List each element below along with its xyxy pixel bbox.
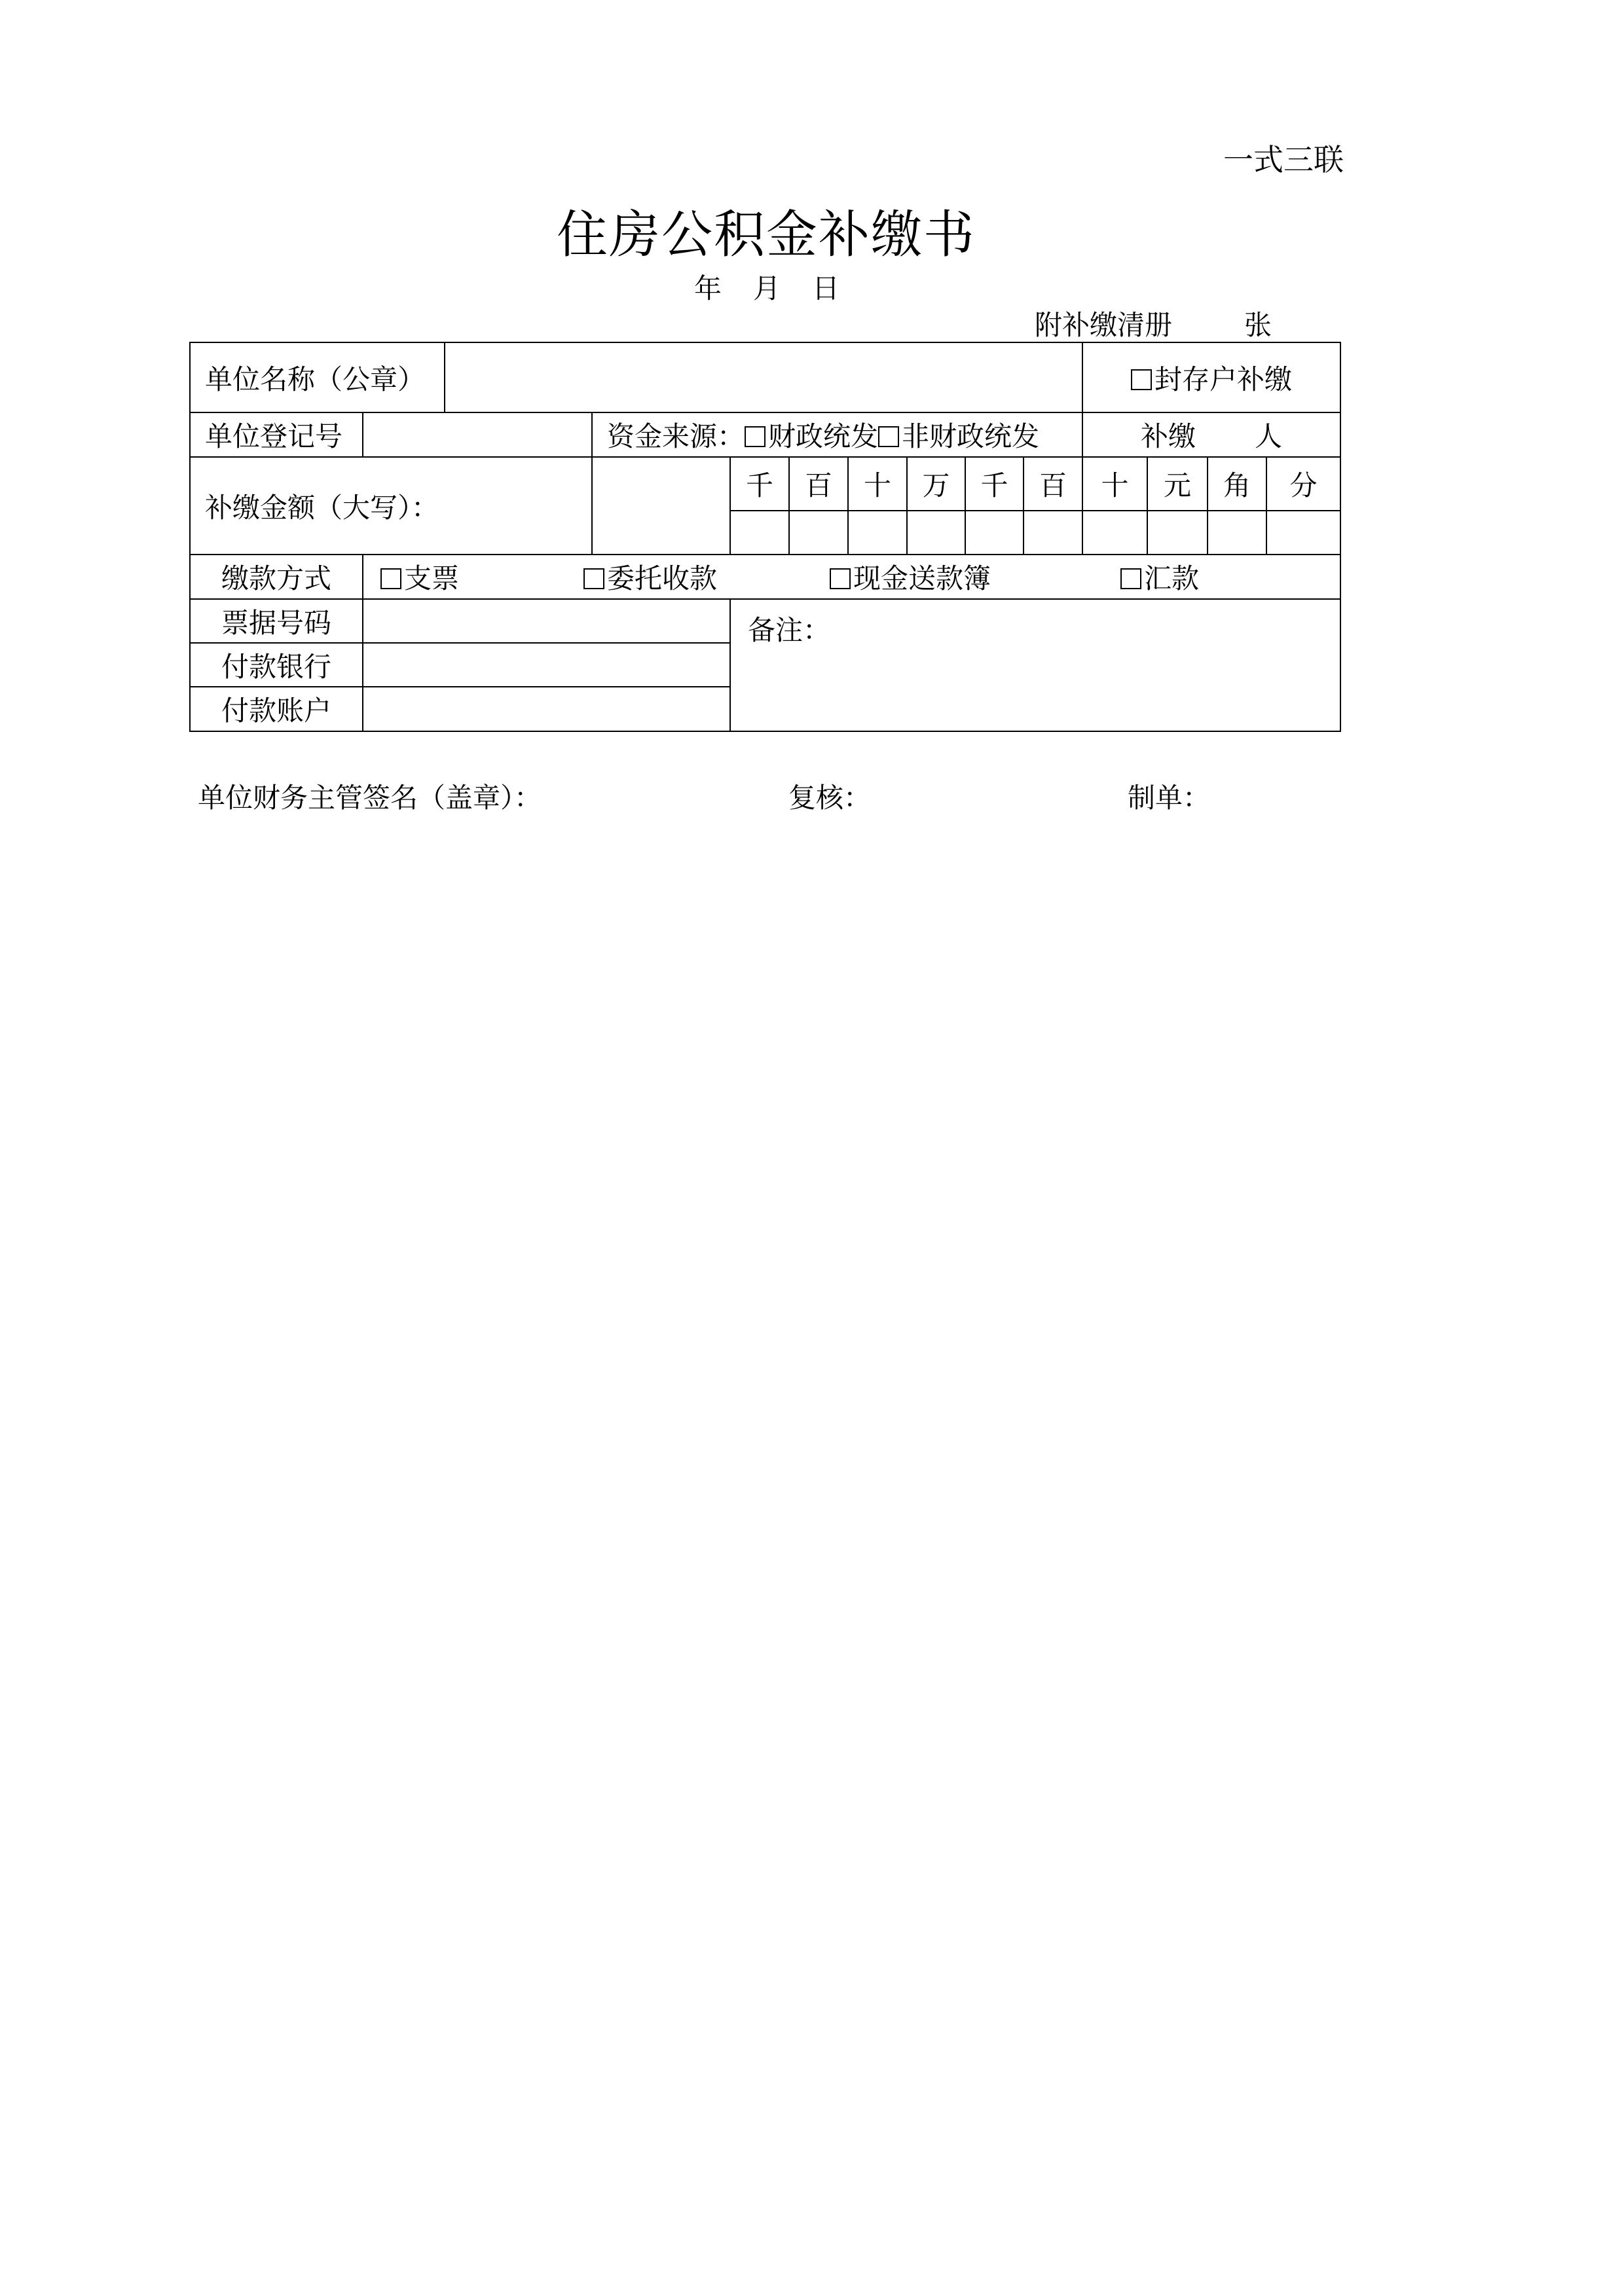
checkbox-icon bbox=[830, 568, 851, 589]
amount-label: 补缴金额（大写）： bbox=[190, 457, 592, 555]
notes-label: 备注： bbox=[748, 614, 831, 646]
checkbox-icon bbox=[878, 426, 899, 447]
amount-words-field[interactable] bbox=[592, 457, 730, 555]
unit-reg-no-field[interactable] bbox=[363, 412, 592, 457]
unit-name-label: 单位名称（公章） bbox=[190, 342, 445, 412]
digit-header: 千 bbox=[730, 457, 789, 511]
fund-source-nonfiscal-checkbox[interactable] bbox=[878, 420, 1039, 452]
checkbox-icon bbox=[1120, 568, 1141, 589]
checkbox-icon bbox=[380, 568, 401, 589]
digit-input[interactable] bbox=[789, 511, 848, 555]
digit-input[interactable] bbox=[965, 511, 1024, 555]
payment-cash-checkbox[interactable] bbox=[830, 557, 1120, 596]
digit-header: 分 bbox=[1266, 457, 1340, 511]
persons-cell[interactable] bbox=[1082, 412, 1340, 457]
payment-collection-label: 委托收款 bbox=[607, 562, 718, 594]
bank-label: 付款银行 bbox=[190, 643, 363, 687]
checkbox-icon bbox=[745, 426, 766, 447]
supervisor-signature: 单位财务主管签名（盖章）： bbox=[198, 782, 542, 814]
fund-source-nonfiscal-label: 非财政统发 bbox=[902, 420, 1040, 452]
checkbox-icon bbox=[583, 568, 604, 589]
fund-source-fiscal-label: 财政统发 bbox=[768, 420, 879, 452]
sealed-account-checkbox[interactable] bbox=[1082, 342, 1340, 412]
payment-remit-checkbox[interactable] bbox=[1120, 557, 1199, 596]
bank-field[interactable] bbox=[363, 643, 730, 687]
digit-header: 百 bbox=[789, 457, 848, 511]
persons-prefix: 补缴 bbox=[1141, 420, 1196, 452]
digit-input[interactable] bbox=[848, 511, 907, 555]
unit-reg-no-label: 单位登记号 bbox=[190, 412, 363, 457]
digit-input[interactable] bbox=[1147, 511, 1208, 555]
payment-method-label: 缴款方式 bbox=[190, 555, 363, 599]
digit-input[interactable] bbox=[907, 511, 965, 555]
date-line bbox=[694, 267, 871, 306]
notes-field[interactable] bbox=[730, 599, 1340, 731]
unit-name-field[interactable] bbox=[445, 342, 1082, 412]
fund-source-fiscal-checkbox[interactable] bbox=[745, 420, 878, 452]
persons-suffix: 人 bbox=[1255, 420, 1283, 452]
date-month: 月 bbox=[753, 272, 781, 304]
receipt-no-label: 票据号码 bbox=[190, 599, 363, 643]
payment-remit-label: 汇款 bbox=[1144, 562, 1200, 594]
attachment-suffix: 张 bbox=[1244, 309, 1272, 341]
digit-header: 角 bbox=[1208, 457, 1266, 511]
digit-header: 万 bbox=[907, 457, 965, 511]
payment-form-table bbox=[189, 342, 1341, 732]
digit-header: 十 bbox=[848, 457, 907, 511]
payment-cheque-checkbox[interactable] bbox=[380, 557, 583, 596]
account-label: 付款账户 bbox=[190, 687, 363, 731]
fund-source-label: 资金来源： bbox=[607, 420, 745, 452]
digit-header: 十 bbox=[1082, 457, 1147, 511]
digit-header: 百 bbox=[1024, 457, 1082, 511]
date-year: 年 bbox=[694, 272, 722, 304]
sealed-account-label: 封存户补缴 bbox=[1154, 363, 1293, 395]
digit-header: 千 bbox=[965, 457, 1024, 511]
digit-input[interactable] bbox=[1082, 511, 1147, 555]
digit-input[interactable] bbox=[1024, 511, 1082, 555]
payment-method-options bbox=[363, 555, 1340, 599]
account-field[interactable] bbox=[363, 687, 730, 731]
checkbox-icon bbox=[1131, 369, 1152, 390]
copies-note: 一式三联 bbox=[1223, 142, 1344, 177]
digit-input[interactable] bbox=[1208, 511, 1266, 555]
attachment-note bbox=[1035, 304, 1272, 343]
date-day: 日 bbox=[812, 272, 840, 304]
attachment-prefix: 附补缴清册 bbox=[1035, 309, 1173, 341]
receipt-no-field[interactable] bbox=[363, 599, 730, 643]
payment-cheque-label: 支票 bbox=[404, 562, 460, 594]
maker-signature: 制单： bbox=[1128, 782, 1211, 814]
digit-input[interactable] bbox=[1266, 511, 1340, 555]
digit-input[interactable] bbox=[730, 511, 789, 555]
form-title: 住房公积金补缴书 bbox=[556, 206, 976, 264]
payment-cash-label: 现金送款簿 bbox=[853, 562, 991, 594]
review-signature: 复核： bbox=[788, 782, 872, 814]
payment-collection-checkbox[interactable] bbox=[583, 557, 830, 596]
fund-source-cell bbox=[592, 412, 1082, 457]
digit-header: 元 bbox=[1147, 457, 1208, 511]
